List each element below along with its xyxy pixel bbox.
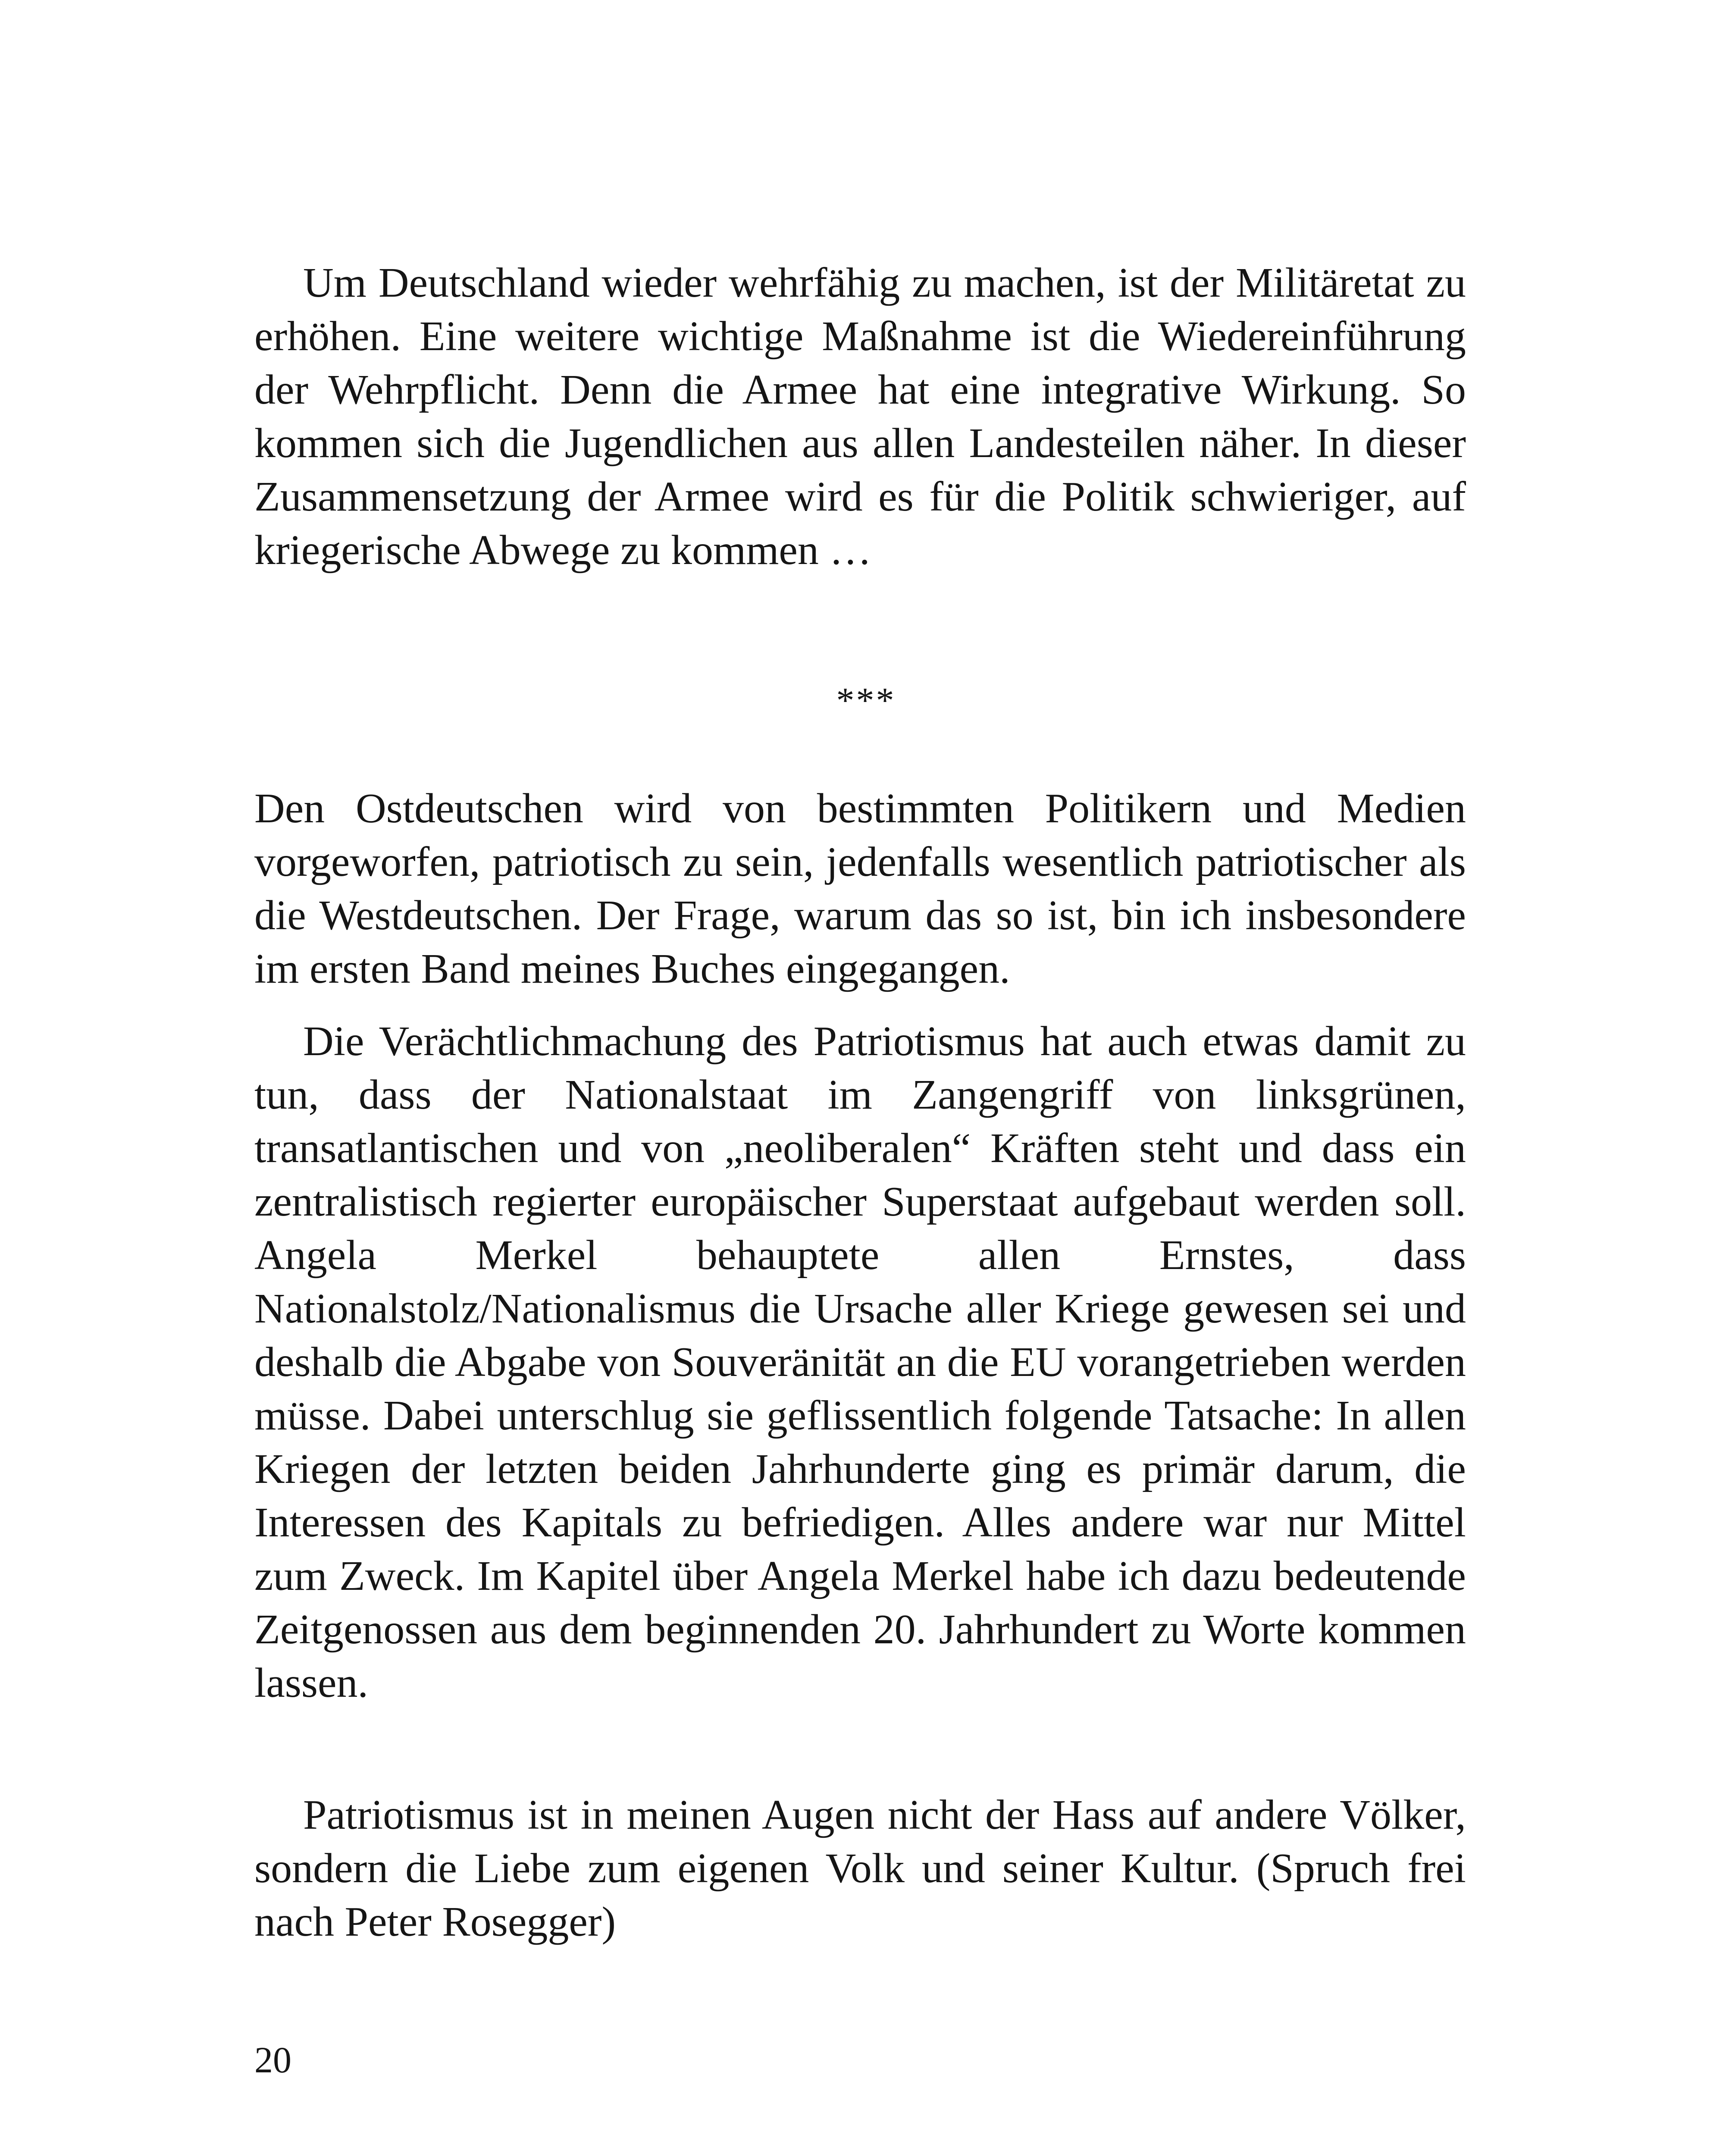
page-number: 20 — [254, 2039, 291, 2081]
text-section-3 — [254, 1015, 1466, 1710]
section-separator: *** — [836, 680, 896, 721]
text-section-1 — [254, 256, 1466, 577]
text-section-4 — [254, 1788, 1466, 1949]
paragraph-ostdeutsche: Den Ostdeutschen wird von bestimmten Politikern und Medien vorgeworfen, patriotisch zu sein, jedenfalls wesentlich patriotischer als die Westdeutschen. Der Frage, warum das so ist, bin ich insbesondere im ersten Band meines Buches eingegangen. — [254, 785, 1466, 992]
paragraph-patriotismus: Die Verächtlichmachung des Patriotismus hat auch etwas damit zu tun, dass der Nationalstaat im Zangengriff von linksgrünen, transatlantischen und von „neoliberalen“ Kräften steht und dass ein zentralistisch regierter europäischer Superstaat aufgebaut werden soll. Angela Merkel behauptete allen Ernstes, dass Nationalstolz/Nationalismus die Ursache aller Kriege gewesen sei und deshalb die Abgabe von Souveränität an die EU vorangetrieben werden müsse. Dabei unterschlug sie geflissentlich folgende Tatsache: In allen Kriegen der letzten beiden Jahrhunderte ging es primär darum, die Interessen des Kapitals zu befriedigen. Alles andere war nur Mittel zum Zweck. Im Kapitel über Angela Merkel habe ich dazu bedeutende Zeitgenossen aus dem beginnenden 20. Jahrhundert zu Worte kommen lassen. — [254, 1018, 1466, 1706]
paragraph-rosegger: Patriotismus ist in meinen Augen nicht der Hass auf andere Völker, sondern die Liebe zum eigenen Volk und seiner Kultur. (Spruch frei nach Peter Rosegger) — [254, 1792, 1466, 1945]
paragraph-military: Um Deutschland wieder wehrfähig zu machen, ist der Militäretat zu erhöhen. Eine weitere wichtige Maßnahme ist die Wiedereinführung der Wehrpflicht. Denn die Armee hat eine integrative Wirkung. So kommen sich die Jugendlichen aus allen Landesteilen näher. In dieser Zusammensetzung der Armee wird es für die Politik schwieriger, auf kriegerische Abwege zu kommen … — [254, 260, 1466, 573]
text-section-2 — [254, 782, 1466, 996]
